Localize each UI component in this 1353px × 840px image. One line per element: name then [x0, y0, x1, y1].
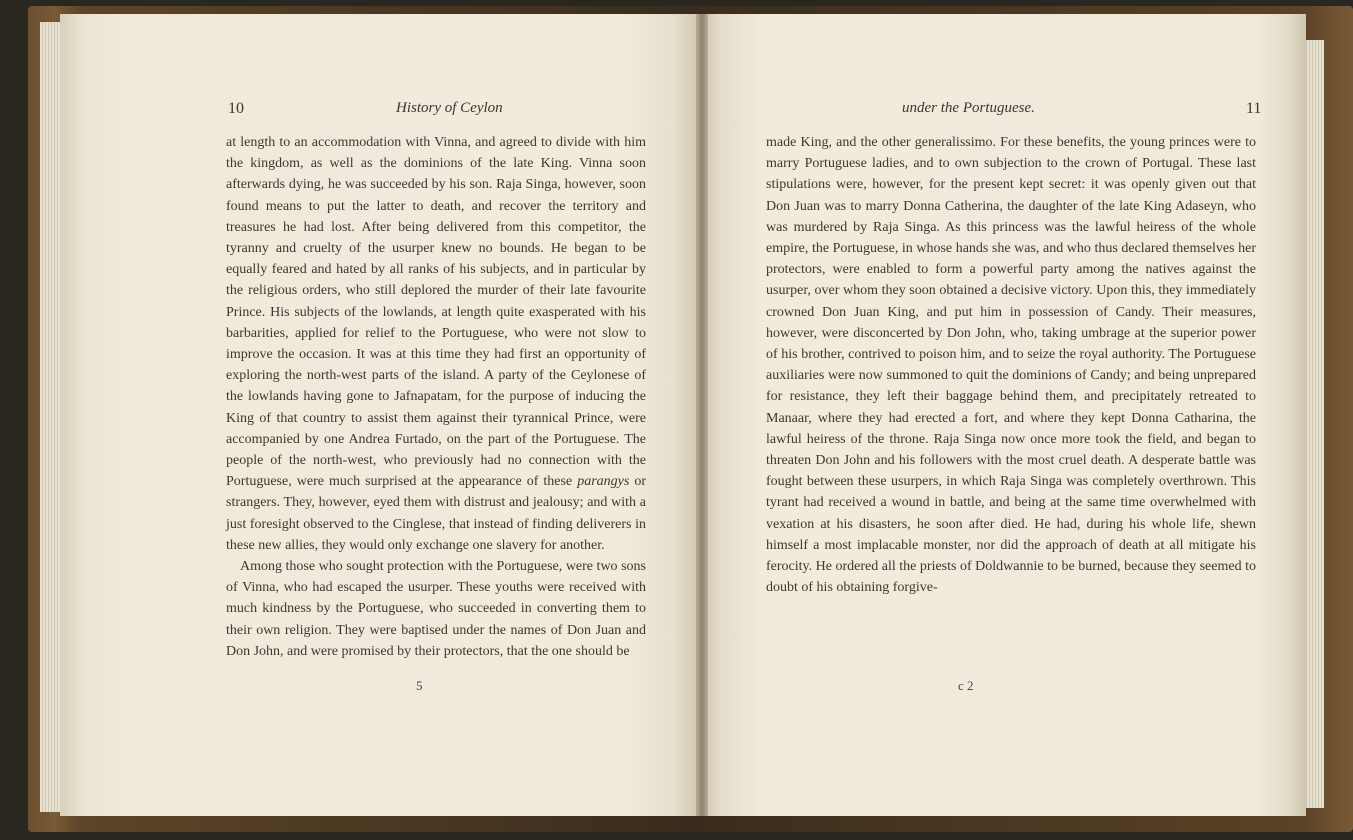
left-running-head: History of Ceylon — [396, 100, 503, 116]
paragraph: Among those who sought protection with the Portuguese, were two sons of Vinna, who had escaped the usurper. These youths were received with much kindness by the Portuguese, who succeeded in converting them to their own religion. They were baptised under the names of Don Juan and Don John, and were promised by their protectors, that the one should be — [226, 559, 646, 659]
left-page-body — [226, 132, 646, 662]
paragraph-text: or strangers. They, however, eyed them with distrust and jealousy; and with a just foresight observed to the Cinglese, that instead of finding deliverers in these new allies, they would only exchange one slavery for another. — [226, 474, 647, 553]
right-page — [702, 14, 1306, 816]
paragraph: made King, and the other generalissimo. For these benefits, the young princes were to marry Portuguese ladies, and to own subjection to the crown of Portugal. These last stipulations were, however, for the present kept secret: it was openly given out that Don Juan was to marry Donna Catherina, the daughter of the late King Adaseyn, who was murdered by Raja Singa. As this princess was the lawful heiress of the whole empire, the Portuguese, in whose hands she was, and who thus declared themselves her protectors, were enabled to form a powerful party among the natives against the usurper, over whom they soon obtained a decisive victory. Upon this, they immediately crowned Don Juan King, and put him in possession of Candy. Their measures, however, were disconcerted by Don John, who, taking umbrage at the superior power of his brother, contrived to poison him, and to seize the royal authority. The Portuguese auxiliaries were now summoned to quit the dominions of Candy; and being unprepared for resistance, they left their baggage behind them, and precipitately retreated to Manaar, where they had erected a fort, and where they kept Donna Catharina, the lawful heiress of the throne. Raja Singa now once more took the field, and began to threaten Don John and his followers with the most cruel death. A desperate battle was fought between these usurpers, in which Raja Singa was completely overthrown. This tyrant had received a wound in battle, and being at the same time overwhelmed with vexation at his disasters, he soon after died. He had, during his whole life, shewn himself a most implacable monster, nor did the approach of death at all mitigate his ferocity. He ordered all the priests of Doldwannie to be burned, because they seemed to doubt of his obtaining forgive- — [766, 135, 1256, 596]
paragraph — [226, 132, 646, 556]
right-page-signature: c 2 — [958, 678, 974, 693]
left-page-signature: 5 — [416, 678, 423, 693]
left-page — [60, 14, 700, 816]
right-page-number: 11 — [1246, 100, 1262, 117]
italic-word: parangys — [577, 474, 630, 490]
page-edges-left — [40, 22, 62, 812]
left-page-number: 10 — [228, 100, 244, 117]
paragraph-text: at length to an accommodation with Vinna, and agreed to divide with him the kingdom, as well as the dominions of the late King. Vinna soon afterwards dying, he was succeeded by his son. Raja Singa, however, soon found means to put the latter to death, and recover the territory and treasures he had lost. After being delivered from this competitor, the tyranny and cruelty of the usurper knew no bounds. He began to be equally feared and hated by all ranks of his subjects, and in particular by the religious orders, who still deplored the murder of their late favourite Prince. His subjects of the lowlands, at length quite exasperated with his barbarities, applied for relief to the Portuguese, who were not slow to improve the occasion. It was at this time they had first an opportunity of exploring the north-west parts of the island. A party of the Ceylonese of the lowlands having gone to Jafnapatam, for the purpose of inducing the King of that country to assist them against their tyrannical Prince, were accompanied by one Andrea Furtado, on the part of the Portuguese. The people of the north-west, who previously had no connection with the Portuguese, were much surprised at the appearance of these — [226, 135, 646, 490]
book-gutter — [696, 14, 708, 816]
right-page-body — [766, 132, 1256, 598]
right-running-head: under the Portuguese. — [902, 100, 1035, 116]
